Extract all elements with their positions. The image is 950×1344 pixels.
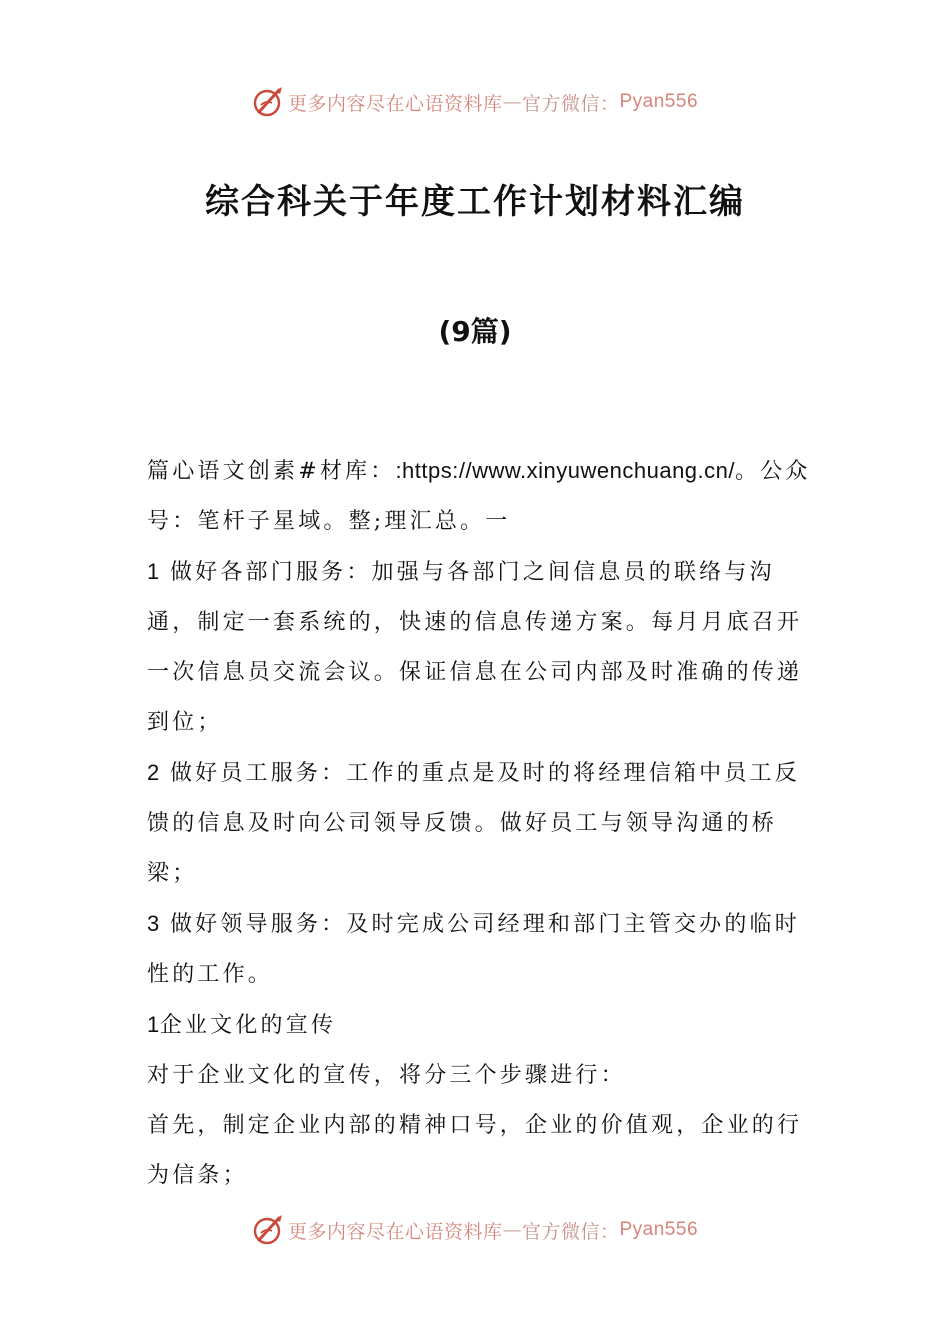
paragraph-2 xyxy=(147,748,812,899)
watermark-slogan: 更多内容尽在心语资料库 xyxy=(287,92,503,115)
watermark-slogan: 更多内容尽在心语资料库 xyxy=(287,1220,503,1243)
document-subtitle: (9篇) xyxy=(438,315,512,348)
header-watermark xyxy=(0,82,950,122)
document-body xyxy=(147,446,812,1201)
paragraph-6 xyxy=(147,1101,812,1201)
footer-watermark xyxy=(0,1210,950,1250)
paragraph-number: 1 xyxy=(147,559,160,584)
document-title: 综合科关于年度工作计划材料汇编 xyxy=(205,182,745,222)
watermark-wechat-id: Pyan556 xyxy=(619,1219,699,1240)
paragraph-3 xyxy=(147,899,812,1000)
paragraph-text: 做好领导服务：及时完成公司经理和部门主管交办的临时性的工作。 xyxy=(147,912,800,987)
pen-logo-icon xyxy=(252,1213,286,1247)
paragraph-text: 对于企业文化的宣传，将分三个步骤进行： xyxy=(147,1063,626,1088)
watermark-separator: — xyxy=(502,91,522,113)
paragraph-number: 2 xyxy=(147,760,160,785)
intro-prefix: 篇心语文创素#材库： xyxy=(147,459,396,484)
intro-paragraph xyxy=(147,446,812,547)
intro-url: :https://www.xinyuwenchuang.cn/ xyxy=(395,458,735,483)
paragraph-1 xyxy=(147,547,812,748)
paragraph-5 xyxy=(147,1051,812,1101)
paragraph-text: 企业文化的宣传 xyxy=(159,1013,337,1038)
watermark-wechat-id: Pyan556 xyxy=(619,91,699,112)
paragraph-text: 首先，制定企业内部的精神口号，企业的价值观，企业的行为信条； xyxy=(147,1113,803,1188)
paragraph-text: 做好员工服务：工作的重点是及时的将经理信箱中员工反馈的信息及时向公司领导反馈。做好员工与领导沟通的桥梁； xyxy=(147,761,800,886)
paragraph-number: 1 xyxy=(147,1012,160,1037)
watermark-separator: — xyxy=(502,1219,522,1241)
watermark-label: 官方微信： xyxy=(521,92,620,115)
intro-suffix: 。公众号：笔杆子星域。整;理汇总。一 xyxy=(147,459,811,534)
paragraph-number: 3 xyxy=(147,911,160,936)
watermark-label: 官方微信： xyxy=(521,1220,620,1243)
paragraph-text: 做好各部门服务：加强与各部门之间信息员的联络与沟通，制定一套系统的，快速的信息传递方案。每月月底召开一次信息员交流会议。保证信息在公司内部及时准确的传递到位； xyxy=(147,560,803,735)
pen-logo-icon xyxy=(252,85,286,119)
section-heading xyxy=(147,1000,812,1051)
